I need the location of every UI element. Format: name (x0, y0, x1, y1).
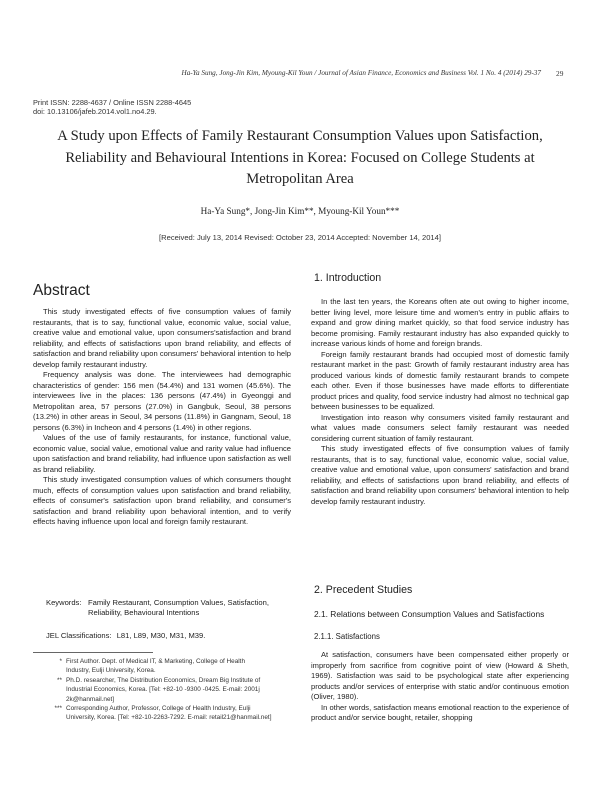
page-number: 29 (556, 69, 564, 78)
footnote (42, 704, 297, 723)
abstract-heading: Abstract (33, 282, 90, 299)
introduction-body (311, 297, 569, 507)
abstract-paragraph: Values of the use of family restaurants, for instance, functional value, economic value, social value, emotional value and rarity value had influence upon satisfaction and brand reliability, had influence upon satisfaction as well as brand reliability. (33, 433, 291, 474)
footnote-text: First Author. Dept. of Medical IT, & Marketing, College of Health (66, 658, 246, 665)
footnote-text: Corresponding Author, Professor, College of Health Industry, Eulji (66, 705, 251, 713)
footnote (42, 657, 297, 676)
body-paragraph: This study investigated effects of five consumption values of family restaurants, that is to say, functional value, economic value, social value, creative value and emotional value, upon consumers' satisfaction and brand reliability, and effects of satisfactions upon brand reliability, and effects of satisfaction and brand reliability upon consumers' behavioral intention to help develop family restaurant industry. (311, 444, 569, 506)
jel-classification (46, 631, 296, 641)
body-paragraph: Foreign family restaurant brands had occupied most of domestic family restaurant market in the past: Growth of family restaurant industry area has produced various kinds of domestic family restaurant brands to compete each other. Even if those businesses have made efforts to differentiate product prices and quality, food service industry had almost no technical gap between businesses to be equalized. (311, 349, 569, 411)
keywords-text: Reliability, Behavioural Intentions (88, 608, 200, 617)
body-paragraph: At satisfaction, consumers have been compensated either properly or improperly from sacrifice from cognitive point of view (Howard & Sheth, 1969). Satisfaction was said to be psychological state after experiencing products and/or services of enterprise with static and/or continuous emotion (Oliver, 1980). (311, 650, 569, 701)
footnote-mark: * (59, 658, 62, 665)
author-list: Ha-Ya Sung*, Jong-Jin Kim**, Myoung-Kil Youn*** (200, 206, 400, 216)
jel-codes: L81, L89, M30, M31, M39. (116, 631, 206, 640)
article-title (30, 126, 570, 191)
footnote-mark: *** (54, 705, 62, 713)
running-head: Ha-Ya Sung, Jong-Jin Kim, Myoung-Kil Youn / Journal of Asian Finance, Economics and Business Vol. 1 No. 4 (2014) 29-37 (181, 69, 541, 77)
doi-line: doi: 10.13106/jafeb.2014.vol1.no4.29. (33, 107, 157, 116)
keywords-label: Keywords: (46, 598, 82, 607)
subsection-heading: 2.1. Relations between Consumption Values and Satisfactions (314, 609, 545, 619)
title-line: A Study upon Effects of Family Restaurant Consumption Values upon Satisfaction, (57, 128, 543, 144)
subsubsection-heading: 2.1.1. Satisfactions (314, 632, 380, 641)
footnote-text: Ph.D. researcher, The Distribution Economics, Dream Big Institute of (66, 676, 261, 684)
footnote (42, 676, 297, 704)
jel-label: JEL Classifications: (46, 631, 112, 640)
title-line: Reliability and Behavioural Intentions in Korea: Focused on College Students at (65, 149, 535, 166)
issn-line: Print ISSN: 2288-4637 / Online ISSN 2288-4645 (33, 98, 192, 107)
footnotes (42, 657, 297, 723)
footnote-text: Industrial Economics, Korea. [Tel: +82-10 -9300 -0425. E-mail: 2001j (66, 686, 260, 694)
body-paragraph: Investigation into reason why consumers visited family restaurant and what values made consumers select family restaurant was needed considering current situation of family restaurant. (311, 412, 569, 443)
footnote-text: 2k@hanmail.net] (66, 695, 115, 703)
abstract-paragraph: Frequency analysis was done. The interviewees had demographic characteristics of gender: 156 men (54.4%) and 131 women (45.6%). The interviewees live in the places: 136 persons (47.4%) in Gyeonggi and Metropolitan area, 57 persons (27.0%) in Gangbuk, Seoul, 38 persons (13.2%) in other areas in Seoul, 34 persons (11.8%) in Gangnam, Seoul, 18 persons (6.3%) in Incheon and 4 persons (1.4%) in other regions. (33, 370, 291, 432)
footnote-text: Industry, Eulji University, Korea. (66, 667, 156, 675)
abstract-paragraph: This study investigated effects of five consumption values of family restaurants, that is to say, functional value, economic value, social value, creative value and emotional value, upon consumers'satisfaction and brand reliability, and effects of satisfactions upon brand reliability, and effects of satisfaction and brand reliability upon consumers' behavioral intention to help develop family restaurant industry. (33, 307, 291, 369)
section-heading-precedent-studies: 2. Precedent Studies (314, 584, 413, 596)
keywords-text: Family Restaurant, Consumption Values, Satisfaction, (88, 598, 269, 607)
section-heading-introduction: 1. Introduction (314, 272, 382, 284)
issn-block (33, 98, 191, 116)
abstract-body (33, 307, 291, 528)
body-paragraph: In the last ten years, the Koreans often ate out owing to higher income, better living level, more leisure time and women's entry in public affairs to expand and grow dining market quickly, so that food service industry has become promising. Family restaurant industry has also expanded quickly to increase various kinds of home and foreign brands. (311, 297, 569, 348)
keywords (46, 598, 296, 618)
footnote-text: University, Korea. [Tel: +82-10-2263-7292. E-mail: retail21@hanmail.net] (66, 714, 272, 722)
body-paragraph: In other words, satisfaction means emotional reaction to the experience of product and/or service bought, retailer, shopping (311, 702, 569, 722)
title-line: Metropolitan Area (246, 171, 354, 187)
abstract-paragraph: This study investigated consumption values of which consumers thought much, effects of consumption values upon satisfaction and brand reliability, effects of consumer's satisfaction upon brand reliability, and consumer's satisfaction and brand reliability upon behavioral intention, and to verify effects having influence upon local and foreign family restaurant. (33, 475, 291, 526)
precedent-body (311, 650, 569, 724)
footnote-mark: ** (57, 676, 62, 684)
footnote-rule (33, 652, 153, 653)
received-dates: [Received: July 13, 2014 Revised: October 23, 2014 Accepted: November 14, 2014] (159, 233, 441, 242)
